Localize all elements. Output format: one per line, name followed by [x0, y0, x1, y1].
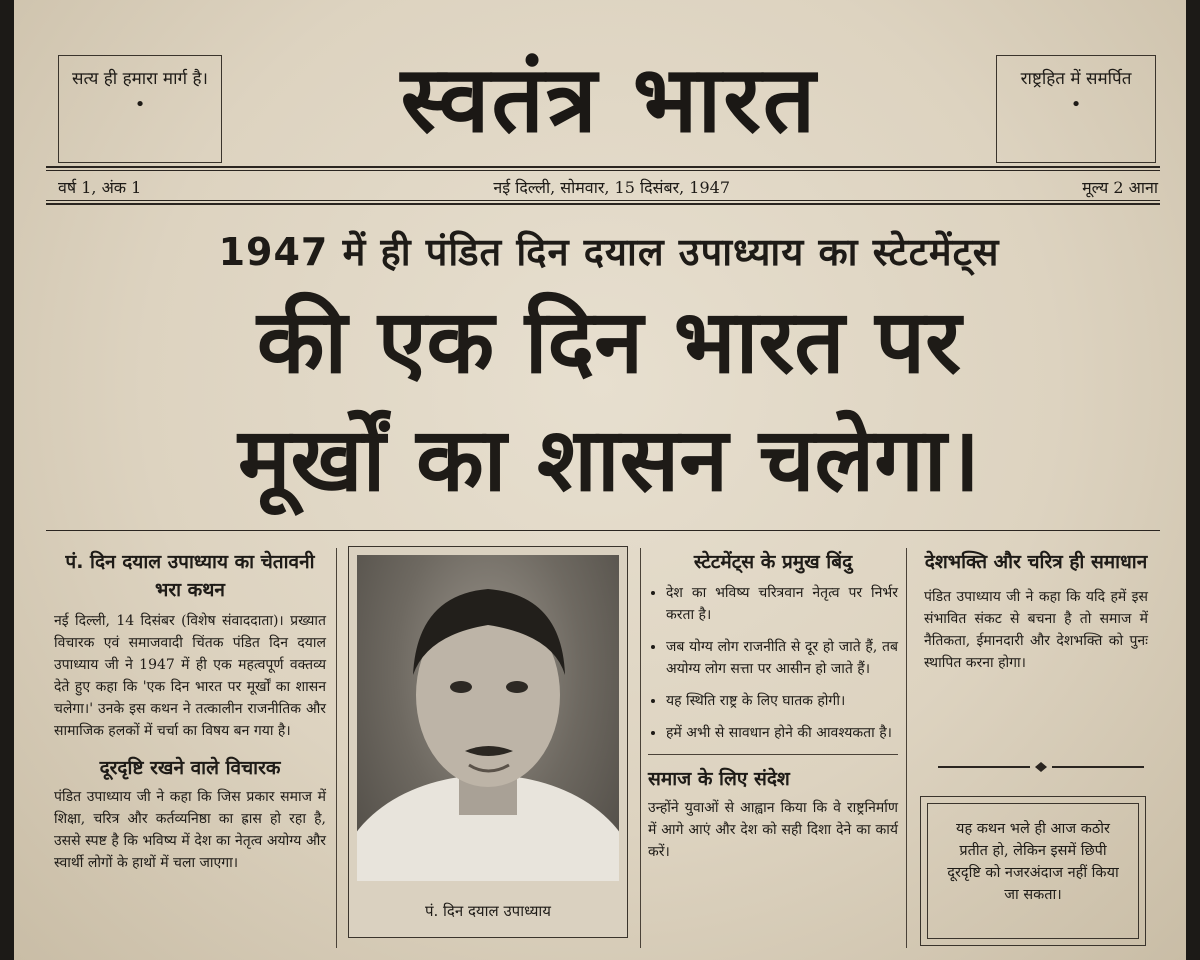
- headline-line-2: मूर्खों का शासन चलेगा।: [238, 408, 980, 511]
- portrait-icon: [357, 555, 619, 881]
- headline-line-1: की एक दिन भारत पर: [256, 290, 962, 393]
- key-points-list: [648, 582, 898, 744]
- section-rule: [648, 754, 898, 755]
- ear-dot-icon: •: [1070, 94, 1082, 115]
- list-item: • हमें अभी से सावधान होने की आवश्यकता है।: [666, 722, 898, 744]
- left-ear-text: सत्य ही हमारा मार्ग है।: [72, 69, 208, 89]
- masthead-rule: [46, 166, 1160, 168]
- col3-title: स्टेटमेंट्स के प्रमुख बिंदु: [693, 551, 853, 573]
- list-item: • जब योग्य लोग राजनीति से दूर हो जाते हैं, तब अयोग्य लोग सत्ता पर आसीन हो जाते हैं।: [666, 636, 898, 680]
- masthead-title: स्वतंत्र भारत: [400, 46, 818, 153]
- issue-number: वर्ष 1, अंक 1: [58, 178, 142, 197]
- col4-body: पंडित उपाध्याय जी ने कहा कि यदि हमें इस संभावित संकट से बचना है तो समाज में नैतिकता, ईमानदारी और देशभक्ति को पुनः स्थापित करना होगा।: [924, 589, 1148, 671]
- right-ear-text: राष्ट्रहित में समर्पित: [1020, 69, 1132, 89]
- dateline-rule-thick: [46, 203, 1160, 205]
- column-divider: [906, 548, 907, 948]
- left-ear-box: [58, 55, 222, 163]
- list-item: • यह स्थिति राष्ट्र के लिए घातक होगी।: [666, 690, 898, 712]
- col1-body: नई दिल्ली, 14 दिसंबर (विशेष संवाददाता)। प्रख्यात विचारक एवं समाजवादी चिंतक पंडित दिन दयाल उपाध्याय जी ने 1947 में ही एक महत्वपूर्ण वक्तव्य देते हुए कहा कि 'एक दिन भारत पर मूर्खों का शासन चलेगा।' उनके इस कथन ने तत्कालीन राजनीतिक और सामाजिक हलकों में चर्चा का विषय बन गया है।: [54, 613, 326, 739]
- quote-box: [920, 796, 1146, 946]
- portrait-photo: [357, 555, 619, 881]
- column-1: [54, 548, 326, 874]
- column-3: [648, 548, 898, 863]
- col1-title: पं. दिन दयाल उपाध्याय का चेतावनी भरा कथन: [65, 551, 315, 601]
- col3-subtitle: समाज के लिए संदेश: [648, 768, 790, 790]
- column-divider: [336, 548, 337, 948]
- column-4: [924, 548, 1148, 674]
- portrait-photo-frame: [348, 546, 628, 938]
- col1-subtitle: दूरदृष्टि रखने वाले विचारक: [99, 757, 281, 779]
- issue-price: मूल्य 2 आना: [1082, 178, 1158, 197]
- right-ear-box: [996, 55, 1156, 163]
- quote-text: यह कथन भले ही आज कठोर प्रतीत हो, लेकिन इसमें छिपी दूरदृष्टि को नजरअंदाज नहीं किया जा सकता।: [927, 803, 1139, 939]
- col3-body-2: उन्होंने युवाओं से आह्वान किया कि वे राष्ट्रनिर्माण में आगे आएं और देश को सही दिशा देने का कार्य करें।: [648, 800, 898, 860]
- masthead-rule-thin: [46, 170, 1160, 171]
- ear-dot-icon: •: [134, 94, 146, 115]
- newspaper-page: [14, 0, 1186, 960]
- headline-rule: [46, 530, 1160, 531]
- dateline-rule: [46, 200, 1160, 201]
- list-item: • देश का भविष्य चरित्रवान नेतृत्व पर निर्भर करता है।: [666, 582, 898, 626]
- dateline: [58, 176, 1158, 198]
- column-divider: [640, 548, 641, 948]
- col4-title: देशभक्ति और चरित्र ही समाधान: [924, 551, 1148, 573]
- col1-body-2: पंडित उपाध्याय जी ने कहा कि जिस प्रकार समाज में शिक्षा, चरित्र और कर्तव्यनिष्ठा का ह्रास हो रहा है, उससे स्पष्ट है कि भविष्य में देश का नेतृत्व अयोग्य और स्वार्थी लोगों के हाथों में चला जाएगा।: [54, 789, 326, 871]
- headline-kicker: 1947 में ही पंडित दिन दयाल उपाध्याय का स्टेटमेंट्स: [218, 230, 1000, 274]
- issue-date: नई दिल्ली, सोमवार, 15 दिसंबर, 1947: [493, 178, 731, 197]
- ornament-divider-icon: [938, 762, 1144, 772]
- photo-caption: पं. दिन दयाल उपाध्याय: [424, 902, 552, 920]
